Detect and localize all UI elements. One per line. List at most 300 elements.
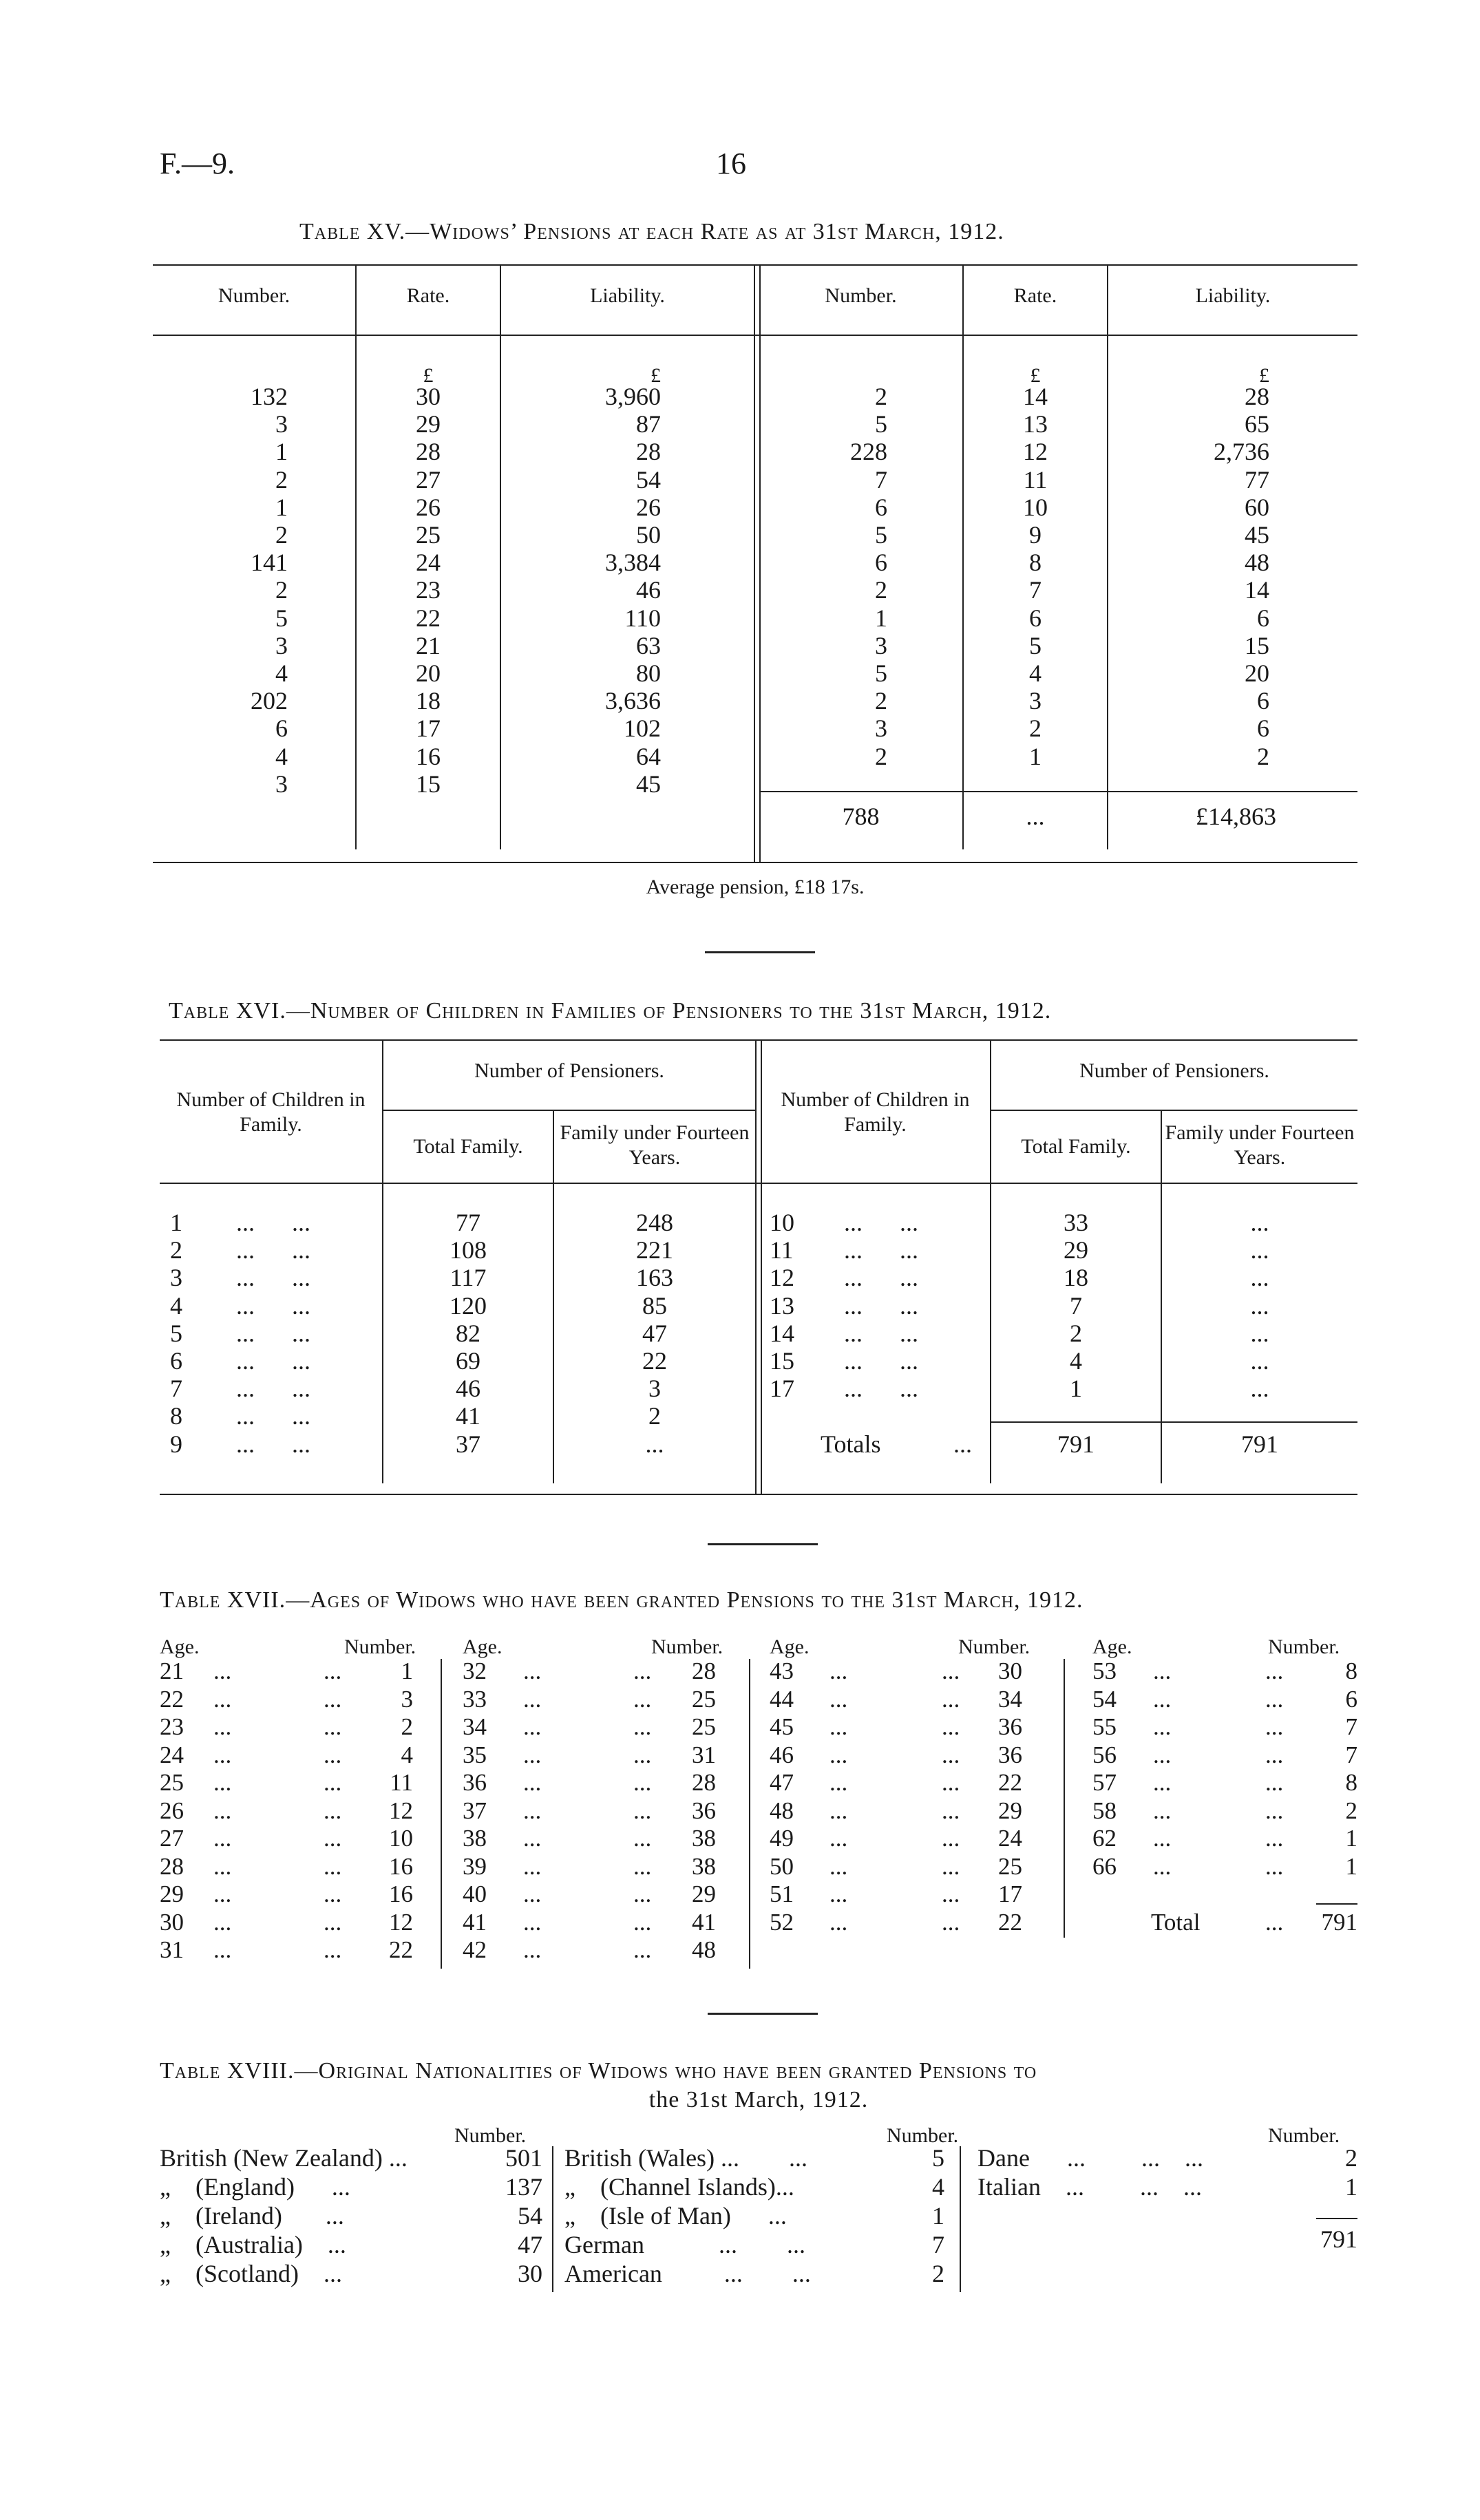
leader-dots: ... xyxy=(324,1658,342,1684)
table-cell: 7 xyxy=(932,2231,944,2258)
table-xvi-left-total-column xyxy=(383,1209,553,1458)
table-cell: 15 xyxy=(1245,631,1269,659)
table-cell: 4 xyxy=(1070,1347,1082,1375)
leader-dots: ... xyxy=(523,1825,542,1852)
leader-dots: ... xyxy=(1153,1769,1172,1796)
table-cell: 1 xyxy=(1345,1825,1357,1852)
table-xvii-divider xyxy=(1064,1659,1065,1938)
table-xviii-col3-names xyxy=(977,2143,1203,2201)
table-xvi-left-under14-column xyxy=(554,1209,755,1458)
currency-symbol: £ xyxy=(651,364,661,387)
table-cell: 4 xyxy=(170,1291,182,1320)
table-xviii-label: Table XVIII. xyxy=(160,2058,295,2084)
leader-dots: ... xyxy=(523,1741,542,1768)
table-cell: 77 xyxy=(456,1209,480,1236)
table-xv-bottom-rule xyxy=(153,862,1357,863)
table-cell: 2 xyxy=(1257,742,1269,770)
table-cell: 17 xyxy=(998,1881,1022,1907)
table-xvii-header-number: Number. xyxy=(651,1635,723,1658)
table-cell: 2 xyxy=(275,521,288,549)
table-xvi-header-under-fourteen: Family under Fourteen Years. xyxy=(560,1121,750,1169)
table-xv-label: Table XV. xyxy=(299,219,406,244)
table-cell: 40 xyxy=(463,1881,487,1907)
table-cell: 141 xyxy=(251,549,288,577)
table-xvii-col1-age xyxy=(160,1658,184,1965)
table-cell: 38 xyxy=(692,1852,716,1880)
leader-dots: ... xyxy=(213,1797,232,1824)
table-cell: 4 xyxy=(1029,659,1042,688)
table-xv-left-number-column xyxy=(153,383,288,798)
table-xvi-subheader-rule xyxy=(382,1110,755,1111)
leader-dots: ... xyxy=(213,1936,232,1963)
table-xvii-col4-dots xyxy=(1265,1658,1283,1881)
table-cell: 12 xyxy=(770,1264,794,1292)
table-cell: 20 xyxy=(416,659,441,688)
table-cell: 7 xyxy=(1070,1291,1082,1320)
table-cell: 6 xyxy=(875,493,887,521)
table-xvi-header-children: Number of Children in Family. xyxy=(176,1088,366,1136)
table-cell: 29 xyxy=(160,1881,184,1907)
table-cell: 14 xyxy=(770,1319,794,1347)
table-cell: 29 xyxy=(692,1881,716,1907)
table-cell: 66 xyxy=(1092,1852,1117,1880)
table-cell: 6 xyxy=(170,1347,182,1375)
table-cell: 25 xyxy=(998,1852,1022,1880)
table-xvii-col2-age xyxy=(463,1658,487,1965)
table-cell: 1 xyxy=(1345,1852,1357,1880)
table-cell: 41 xyxy=(692,1908,716,1936)
leader-dots: ... xyxy=(324,1881,342,1907)
table-cell: 6 xyxy=(1257,714,1269,743)
table-xvii-caption: —Ages of Widows who have been granted Pensions to the 31st March, 1912. xyxy=(286,1587,1083,1613)
table-cell: 102 xyxy=(624,714,661,743)
leader-dots: ... xyxy=(213,1658,232,1684)
table-xvi-totals-under14: 791 xyxy=(1241,1430,1278,1458)
table-cell: 248 xyxy=(636,1209,673,1236)
table-cell: 14 xyxy=(1245,576,1269,604)
leader-dots: ... xyxy=(942,1908,960,1936)
table-cell: 9 xyxy=(170,1430,182,1458)
table-cell: 4 xyxy=(932,2173,944,2201)
leader-dots: ... xyxy=(523,1797,542,1824)
table-cell: 22 xyxy=(389,1936,413,1963)
table-cell: 3 xyxy=(875,631,887,659)
table-cell: 12 xyxy=(1023,438,1048,466)
table-cell: 53 xyxy=(1092,1658,1117,1684)
table-cell: 46 xyxy=(456,1375,480,1403)
leader-dots: ... ... xyxy=(844,1209,918,1236)
table-cell: 16 xyxy=(389,1881,413,1907)
table-cell: 3 xyxy=(170,1264,182,1292)
table-cell: German ... ... xyxy=(564,2231,805,2258)
table-xv-total-liability: £14,863 xyxy=(1196,803,1276,830)
table-cell: 22 xyxy=(998,1908,1022,1936)
table-cell: 52 xyxy=(770,1908,794,1936)
table-cell: 35 xyxy=(463,1741,487,1768)
table-cell: 1 xyxy=(401,1658,413,1684)
leader-dots: ... xyxy=(324,1769,342,1796)
table-cell: 24 xyxy=(998,1825,1022,1852)
table-cell: 44 xyxy=(770,1685,794,1713)
table-cell: 1 xyxy=(1029,742,1042,770)
table-xvii-col1-number xyxy=(358,1658,413,1965)
table-xvii-col1-dots xyxy=(324,1658,341,1965)
table-cell: ... xyxy=(1250,1264,1269,1292)
table-cell: 54 xyxy=(636,465,661,494)
table-cell: 54 xyxy=(1092,1685,1117,1713)
table-cell: 10 xyxy=(770,1209,794,1236)
table-cell: 21 xyxy=(416,631,441,659)
table-xvi-totals-label: Totals xyxy=(821,1430,881,1458)
leader-dots: ... xyxy=(942,1852,960,1880)
table-cell: 16 xyxy=(389,1852,413,1880)
currency-symbol: £ xyxy=(1259,364,1269,387)
leader-dots: ... ... xyxy=(844,1264,918,1292)
leader-dots: ... xyxy=(829,1852,848,1880)
table-cell: 28 xyxy=(692,1769,716,1796)
table-cell: 77 xyxy=(1245,465,1269,494)
table-xv-right-liability-column xyxy=(1108,383,1269,770)
table-cell: 8 xyxy=(1345,1658,1357,1684)
leader-dots: ... xyxy=(1265,1713,1284,1740)
table-cell: 501 xyxy=(505,2144,542,2172)
leader-dots: ... xyxy=(633,1769,652,1796)
table-xv-total-rate: ... xyxy=(1026,803,1045,830)
table-cell: 30 xyxy=(998,1658,1022,1684)
table-xvi-header-total-family: Total Family. xyxy=(413,1135,523,1158)
table-cell: ... xyxy=(1250,1291,1269,1320)
currency-symbol: £ xyxy=(1030,364,1041,387)
leader-dots: ... xyxy=(942,1825,960,1852)
leader-dots: ... xyxy=(324,1825,342,1852)
leader-dots: ... ... xyxy=(236,1236,310,1264)
leader-dots: ... xyxy=(942,1685,960,1713)
table-cell: 11 xyxy=(770,1236,794,1264)
table-cell: 45 xyxy=(1245,521,1269,549)
leader-dots: ... ... xyxy=(236,1319,310,1347)
leader-dots: ... xyxy=(1265,1769,1284,1796)
table-cell: 3 xyxy=(275,410,288,438)
table-cell: 82 xyxy=(456,1319,480,1347)
table-xvi-title xyxy=(169,998,1051,1024)
table-cell: 45 xyxy=(636,770,661,798)
leader-dots: ... xyxy=(942,1769,960,1796)
table-xviii-divider xyxy=(552,2146,553,2292)
table-cell: 29 xyxy=(416,410,441,438)
table-cell: 62 xyxy=(1092,1825,1117,1852)
table-cell: 46 xyxy=(770,1741,794,1768)
table-cell: ... xyxy=(1250,1375,1269,1403)
leader-dots: ... xyxy=(1153,1797,1172,1824)
table-xvi-bottom-rule xyxy=(160,1494,1357,1495)
leader-dots: ... xyxy=(633,1741,652,1768)
leader-dots: ... ... xyxy=(844,1291,918,1320)
table-xvii-label: Table XVII. xyxy=(160,1587,286,1613)
table-cell: 120 xyxy=(450,1291,487,1320)
leader-dots: ... xyxy=(213,1713,232,1740)
leader-dots: ... ... xyxy=(844,1236,918,1264)
table-cell: ... xyxy=(645,1430,664,1458)
table-cell: 38 xyxy=(692,1825,716,1852)
table-xvii-col3-dots xyxy=(829,1658,847,1936)
leader-dots: ... xyxy=(213,1852,232,1880)
table-xviii-total-rule xyxy=(1316,2218,1357,2219)
table-cell: 3,960 xyxy=(605,383,661,410)
leader-dots: ... xyxy=(1153,1741,1172,1768)
leader-dots: ... xyxy=(523,1769,542,1796)
table-cell: 64 xyxy=(636,742,661,770)
table-cell: 6 xyxy=(1345,1685,1357,1713)
table-cell: 163 xyxy=(636,1264,673,1292)
table-cell: Italian ... ... ... xyxy=(977,2173,1202,2201)
table-cell: 30 xyxy=(160,1908,184,1936)
leader-dots: ... ... xyxy=(236,1375,310,1403)
table-xvi-left-dots-column xyxy=(236,1209,377,1458)
table-cell: 7 xyxy=(1345,1713,1357,1740)
table-cell: 6 xyxy=(275,714,288,743)
leader-dots: ... xyxy=(1265,1797,1284,1824)
table-cell: 5 xyxy=(932,2144,944,2172)
leader-dots: ... xyxy=(324,1797,342,1824)
table-xv-header-number: Number. xyxy=(218,284,290,307)
table-cell: 56 xyxy=(1092,1741,1117,1768)
table-cell: 1 xyxy=(1070,1375,1082,1403)
table-cell: 8 xyxy=(170,1402,182,1430)
leader-dots: ... xyxy=(633,1908,652,1936)
table-cell: 31 xyxy=(160,1936,184,1963)
table-cell: 132 xyxy=(251,383,288,410)
table-cell: 3 xyxy=(1029,687,1042,715)
table-cell: 43 xyxy=(770,1658,794,1684)
table-xv-right-rate-column xyxy=(964,383,1107,770)
table-xvii-divider xyxy=(749,1659,750,1969)
table-xviii-divider xyxy=(960,2146,961,2292)
leader-dots: ... xyxy=(829,1797,848,1824)
table-cell: 1 xyxy=(875,604,887,632)
table-cell: 41 xyxy=(456,1402,480,1430)
table-cell: 3,384 xyxy=(605,549,661,577)
leader-dots: ... ... xyxy=(236,1209,310,1236)
table-cell: 42 xyxy=(463,1936,487,1963)
table-cell: ... xyxy=(1250,1319,1269,1347)
table-xvii-header-age: Age. xyxy=(1092,1635,1132,1658)
leader-dots: ... xyxy=(523,1852,542,1880)
table-xvi-subheader-rule xyxy=(990,1110,1357,1111)
leader-dots: ... xyxy=(942,1658,960,1684)
table-xv-header-number: Number. xyxy=(825,284,897,307)
table-xvii-header-age: Age. xyxy=(463,1635,503,1658)
table-xvii-total-rule xyxy=(1316,1903,1357,1905)
table-cell: 58 xyxy=(1092,1797,1117,1824)
table-cell: ... xyxy=(1250,1347,1269,1375)
leader-dots: ... xyxy=(1265,1852,1284,1880)
table-cell: 14 xyxy=(1023,383,1048,410)
leader-dots: ... xyxy=(523,1685,542,1713)
table-xviii-col2-values xyxy=(909,2143,944,2288)
table-cell: 47 xyxy=(642,1319,667,1347)
table-xvii-total-value: 791 xyxy=(1321,1909,1357,1936)
table-cell: 28 xyxy=(416,438,441,466)
table-xvii-col2-number xyxy=(661,1658,716,1965)
table-xvii-title xyxy=(160,1587,1083,1613)
table-xvii-col3-dots xyxy=(942,1658,960,1936)
leader-dots: ... xyxy=(829,1908,848,1936)
leader-dots: ... ... xyxy=(236,1347,310,1375)
table-cell: 17 xyxy=(770,1375,794,1403)
table-xvi-header-children: Number of Children in Family. xyxy=(781,1088,970,1136)
leader-dots: ... xyxy=(829,1825,848,1852)
table-cell: 23 xyxy=(160,1713,184,1740)
leader-dots: ... xyxy=(829,1713,848,1740)
table-cell: 48 xyxy=(770,1797,794,1824)
table-xv-left-liability-column xyxy=(501,383,661,798)
table-cell: 4 xyxy=(275,659,288,688)
table-cell: 24 xyxy=(160,1741,184,1768)
table-cell: 28 xyxy=(692,1658,716,1684)
table-xv-header-liability: Liability. xyxy=(590,284,665,307)
table-cell: 31 xyxy=(692,1741,716,1768)
table-cell: 15 xyxy=(416,770,441,798)
leader-dots: ... xyxy=(829,1769,848,1796)
table-cell: 80 xyxy=(636,659,661,688)
leader-dots: ... xyxy=(213,1769,232,1796)
table-xviii-col1-values xyxy=(482,2143,542,2288)
table-xvii-header-number: Number. xyxy=(344,1635,416,1658)
leader-dots: ... xyxy=(942,1713,960,1740)
table-cell: 24 xyxy=(416,549,441,577)
table-cell: 2,736 xyxy=(1214,438,1269,466)
table-cell: 6 xyxy=(875,549,887,577)
leader-dots: ... xyxy=(213,1741,232,1768)
table-xv-left-rate-column xyxy=(357,383,500,798)
leader-dots: ... ... xyxy=(236,1291,310,1320)
table-cell: 1 xyxy=(275,438,288,466)
table-cell: 3 xyxy=(275,770,288,798)
table-cell: 50 xyxy=(770,1852,794,1880)
table-xvii-header-age: Age. xyxy=(770,1635,810,1658)
table-cell: 4 xyxy=(275,742,288,770)
table-cell: 25 xyxy=(692,1685,716,1713)
table-cell: British (New Zealand) ... xyxy=(160,2144,408,2172)
table-cell: 47 xyxy=(770,1769,794,1796)
table-xvii-divider xyxy=(441,1659,442,1969)
leader-dots: ... xyxy=(324,1852,342,1880)
table-cell: 22 xyxy=(416,604,441,632)
table-cell: ... xyxy=(1250,1209,1269,1236)
table-cell: 26 xyxy=(416,493,441,521)
table-xvii-col2-dots xyxy=(523,1658,541,1965)
table-cell: 110 xyxy=(624,604,661,632)
table-xv-right-number-column xyxy=(759,383,887,770)
table-xvii-col3-number xyxy=(967,1658,1022,1936)
table-cell: 8 xyxy=(1345,1769,1357,1796)
table-cell: 22 xyxy=(160,1685,184,1713)
table-cell: 22 xyxy=(998,1769,1022,1796)
table-xvi-header-total-family: Total Family. xyxy=(1021,1135,1131,1158)
table-cell: „ (Ireland) ... xyxy=(160,2202,344,2230)
table-cell: 32 xyxy=(463,1658,487,1684)
table-cell: 5 xyxy=(170,1319,182,1347)
leader-dots: ... xyxy=(213,1685,232,1713)
table-cell: 5 xyxy=(875,659,887,688)
table-cell: 2 xyxy=(275,576,288,604)
leader-dots: ... xyxy=(523,1881,542,1907)
table-cell: 10 xyxy=(1023,493,1048,521)
table-xvii-header-number: Number. xyxy=(1268,1635,1340,1658)
table-cell: 9 xyxy=(1029,521,1042,549)
leader-dots: ... xyxy=(324,1713,342,1740)
table-cell: 2 xyxy=(875,383,887,410)
table-xvii-col2-dots xyxy=(633,1658,651,1965)
leader-dots: ... xyxy=(633,1797,652,1824)
table-xvi-totals-total: 791 xyxy=(1057,1430,1095,1458)
leader-dots: ... xyxy=(633,1936,652,1963)
table-xviii-caption-line1: —Original Nationalities of Widows who have been granted Pensions to xyxy=(294,2058,1037,2084)
table-cell: 5 xyxy=(1029,631,1042,659)
leader-dots: ... xyxy=(213,1908,232,1936)
table-cell: 6 xyxy=(1257,604,1269,632)
table-cell: 18 xyxy=(416,687,441,715)
leader-dots: ... xyxy=(829,1881,848,1907)
table-cell: 33 xyxy=(463,1685,487,1713)
leader-dots: ... xyxy=(1265,1825,1284,1852)
table-cell: 7 xyxy=(875,465,887,494)
leader-dots: ... xyxy=(633,1852,652,1880)
table-cell: 50 xyxy=(636,521,661,549)
table-cell: 5 xyxy=(275,604,288,632)
table-cell: 30 xyxy=(518,2260,542,2287)
table-cell: 2 xyxy=(932,2260,944,2287)
table-xviii-col3-values xyxy=(1308,2143,1357,2201)
table-xviii-total-value: 791 xyxy=(1320,2225,1357,2253)
table-cell: „ (Channel Islands)... xyxy=(564,2173,794,2201)
leader-dots: ... xyxy=(633,1658,652,1684)
table-cell: 3 xyxy=(648,1375,661,1403)
table-cell: 39 xyxy=(463,1852,487,1880)
leader-dots: ... ... xyxy=(236,1402,310,1430)
table-cell: 108 xyxy=(450,1236,487,1264)
leader-dots: ... xyxy=(633,1685,652,1713)
table-cell: 221 xyxy=(636,1236,673,1264)
leader-dots: ... xyxy=(324,1685,342,1713)
table-xvi-header-under-fourteen: Family under Fourteen Years. xyxy=(1165,1121,1355,1169)
leader-dots: ... xyxy=(1153,1658,1172,1684)
table-cell: 1 xyxy=(275,493,288,521)
table-xvii-total-label: Total xyxy=(1151,1909,1201,1936)
leader-dots: ... xyxy=(213,1825,232,1852)
table-cell: 65 xyxy=(1245,410,1269,438)
table-cell: 2 xyxy=(170,1236,182,1264)
table-xvi-right-under14-column xyxy=(1162,1209,1357,1402)
table-cell: 12 xyxy=(389,1797,413,1824)
table-cell: 87 xyxy=(636,410,661,438)
leader-dots: ... ... xyxy=(844,1319,918,1347)
table-cell: „ (England) ... xyxy=(160,2173,350,2201)
table-xvii-col4-number xyxy=(1302,1658,1357,1881)
table-xviii-title xyxy=(160,2058,1037,2084)
table-cell: 8 xyxy=(1029,549,1042,577)
table-xvii-col1-dots xyxy=(213,1658,231,1965)
table-cell: 60 xyxy=(1245,493,1269,521)
table-cell: 29 xyxy=(1064,1236,1088,1264)
table-cell: 2 xyxy=(1345,1797,1357,1824)
table-xviii-header-number: Number. xyxy=(454,2124,527,2147)
table-xvi-header-pensioners: Number of Pensioners. xyxy=(1079,1059,1269,1082)
leader-dots: ... xyxy=(324,1741,342,1768)
table-cell: 33 xyxy=(1064,1209,1088,1236)
table-cell: 26 xyxy=(636,493,661,521)
table-cell: 51 xyxy=(770,1881,794,1907)
